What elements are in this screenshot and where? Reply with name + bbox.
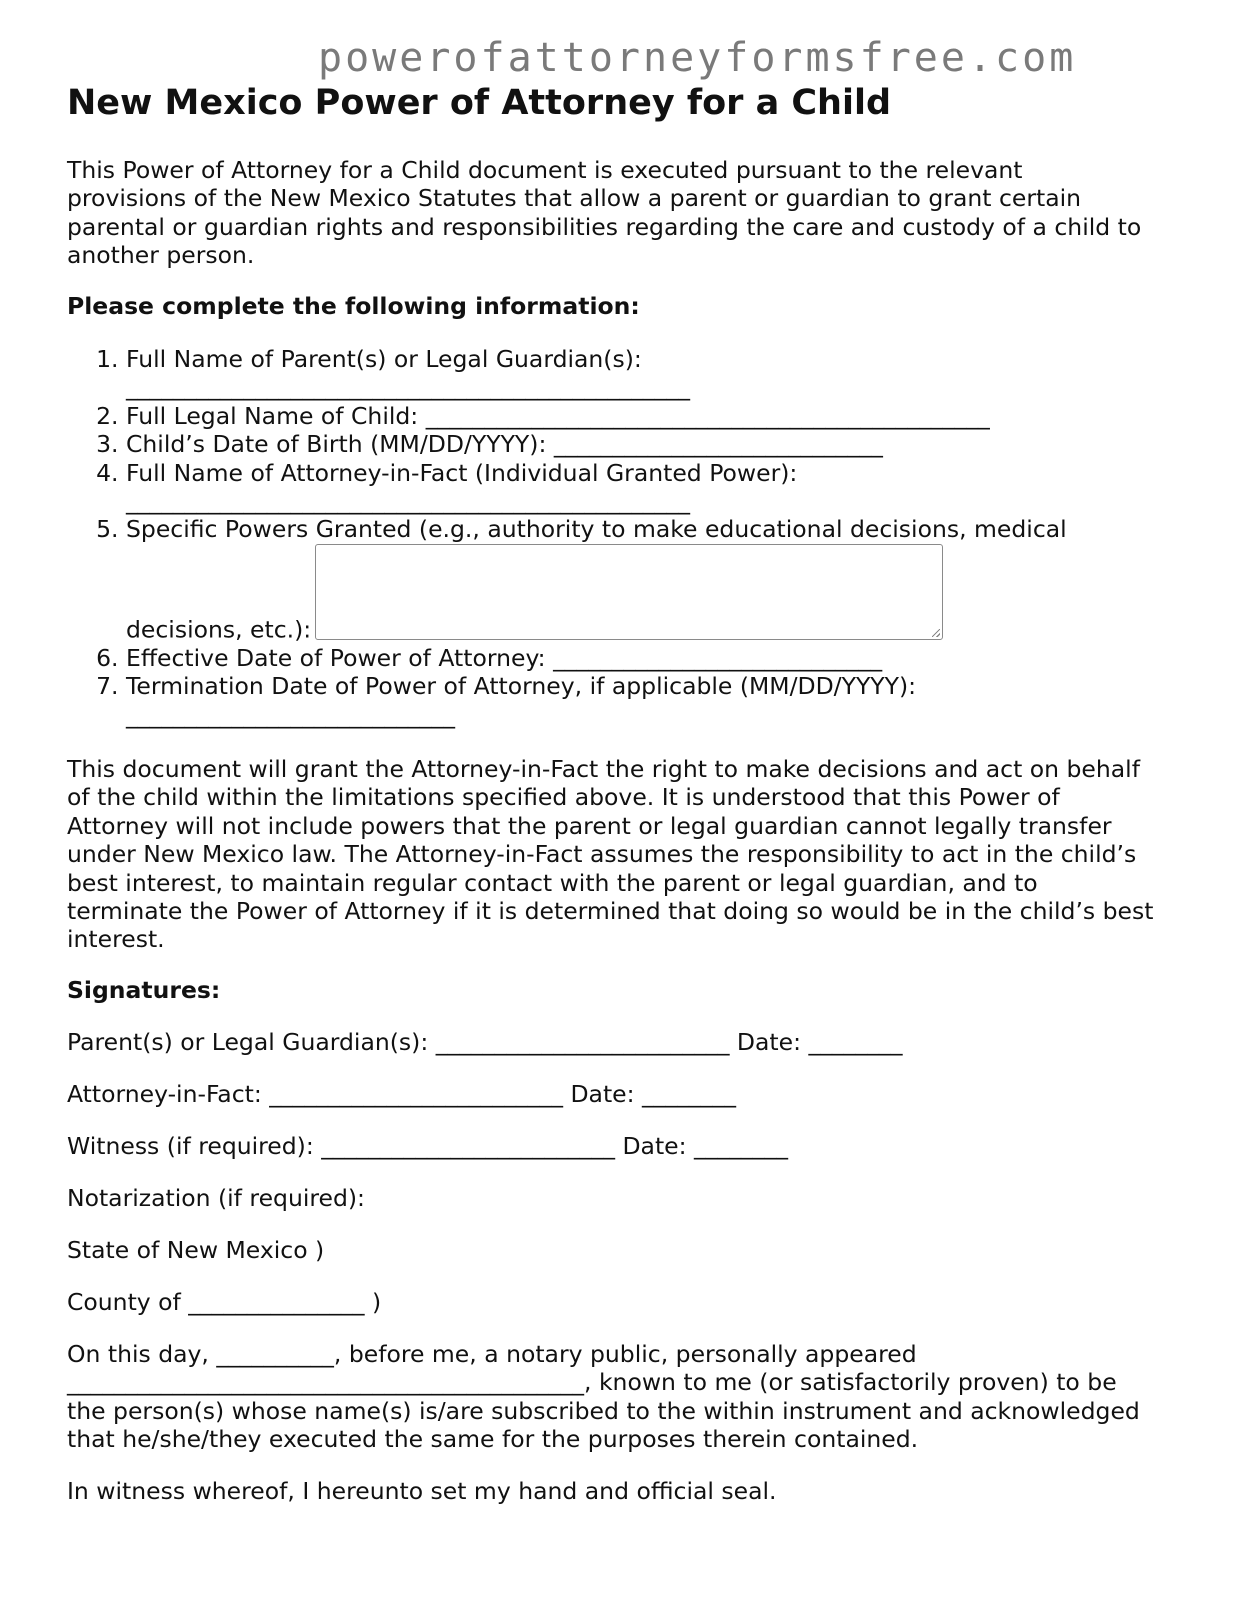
list-item (126, 644, 1156, 672)
powers-textarea[interactable] (315, 544, 943, 640)
info-list (67, 345, 1156, 729)
list-item (126, 672, 1156, 729)
intro-paragraph: This Power of Attorney for a Child document is executed pursuant to the relevant provisions of the New Mexico Statutes that allow a parent or guardian to grant certain parental or guardian rights and responsibilities regarding the care and custody of a child to another person. (67, 156, 1142, 270)
list-item (126, 515, 1156, 643)
state-line: State of New Mexico ) (67, 1236, 325, 1264)
termination-date-label: Termination Date of Power of Attorney, if applicable (MM/DD/YYYY): (126, 672, 917, 701)
list-item (126, 430, 1156, 458)
info-heading: Please complete the following information: (67, 292, 640, 320)
attorney-name-label: Full Name of Attorney-in-Fact (Individual Granted Power): (126, 458, 798, 487)
attorney-name-field[interactable]: ________________________________________________ (126, 487, 690, 516)
body-paragraph: This document will grant the Attorney-in-Fact the right to make decisions and act on behalf of the child within the limitations specified above. It is understood that this Power of Attorney will not include powers that the parent or legal guardian cannot legally transfer under New Mexico law. The Attorney-in-Fact assumes the responsibility to act in the child’s best interest, to maintain regular contact with the parent or legal guardian, and to terminate the Power of Attorney if it is determined that doing so would be in the child’s best interest. (67, 755, 1154, 954)
child-dob-label: Child’s Date of Birth (MM/DD/YYYY): (126, 430, 547, 459)
list-item (126, 345, 1156, 402)
list-item (126, 402, 1156, 430)
parent-signature-line[interactable]: Parent(s) or Legal Guardian(s): _________________________ Date: ________ (67, 1028, 903, 1056)
signatures-heading: Signatures: (67, 976, 221, 1004)
termination-date-field[interactable]: ____________________________ (126, 700, 455, 729)
child-name-field[interactable]: ________________________________________________ (425, 401, 990, 430)
list-item (126, 459, 1156, 516)
county-line[interactable]: County of _______________ ) (67, 1288, 382, 1316)
parent-name-field[interactable]: ________________________________________________ (126, 373, 690, 402)
notary-paragraph: On this day, __________, before me, a notary public, personally appeared ____________________________________________, known to me (or satisfactorily proven) to be the person(s) whose name(s) is/are subscribed to the within instrument and acknowledged that he/she/they executed the same for the purposes therein contained. (67, 1340, 1140, 1454)
child-name-label: Full Legal Name of Child: (126, 401, 419, 430)
notarization-label: Notarization (if required): (67, 1184, 365, 1212)
child-dob-field[interactable]: ____________________________ (553, 430, 883, 459)
closing-statement: In witness whereof, I hereunto set my hand and official seal. (67, 1477, 777, 1505)
powers-label: Specific Powers Granted (e.g., authority to make educational decisions, medical decisions, etc.): (126, 515, 1067, 644)
document-title: New Mexico Power of Attorney for a Child (67, 83, 892, 123)
effective-date-label: Effective Date of Power of Attorney: (126, 643, 546, 672)
effective-date-field[interactable]: ____________________________ (553, 643, 883, 672)
watermark-text: powerofattorneyformsfree.com (318, 35, 1077, 81)
parent-name-label: Full Name of Parent(s) or Legal Guardian(s): (126, 345, 642, 373)
witness-signature-line[interactable]: Witness (if required): _________________________ Date: ________ (67, 1132, 789, 1160)
attorney-signature-line[interactable]: Attorney-in-Fact: _________________________ Date: ________ (67, 1080, 737, 1108)
resize-handle-icon[interactable] (932, 629, 940, 637)
